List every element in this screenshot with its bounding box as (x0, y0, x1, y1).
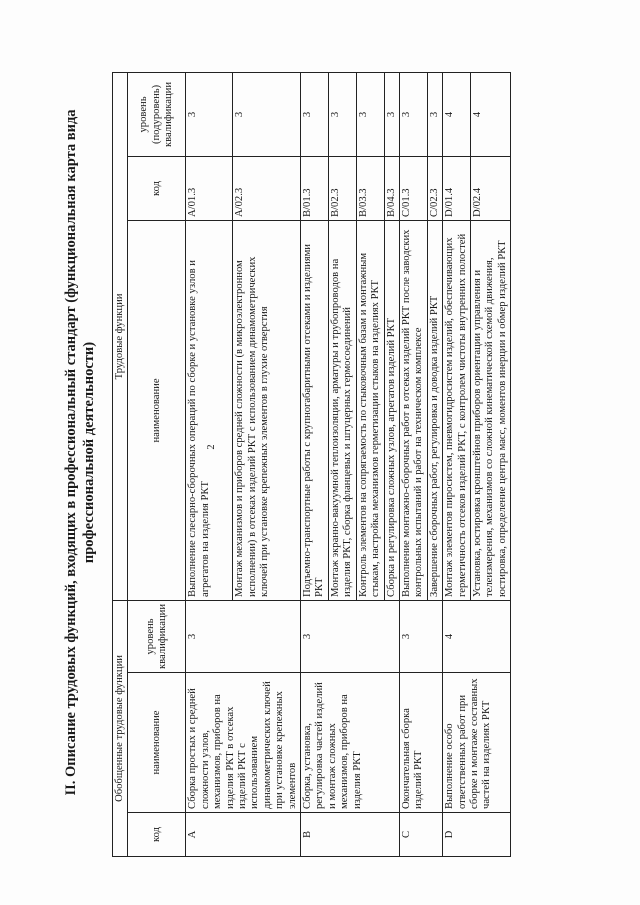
labor-code-cell: C/02.3 (427, 156, 442, 220)
labor-name-cell: Монтаж элементов пиросистем, пневмогидросистем изделий, обеспечивающих герметичность отсеков изделий РКТ, с контролем чистоты внутренних полостей (443, 220, 471, 600)
generalized-name-cell: Окончательная сборка изделий РКТ (399, 673, 442, 813)
section-title-continued: профессиональной деятельности) (81, 341, 97, 564)
labor-level-cell: 3 (356, 72, 384, 156)
labor-header: Трудовые функции (113, 72, 128, 600)
labor-code-cell: B/04.3 (384, 156, 399, 220)
labor-level-cell: 3 (384, 72, 399, 156)
labor-code-cell: B/02.3 (328, 156, 356, 220)
labor-name-cell: Сборка и регулировка сложных узлов, агрегатов изделий РКТ (384, 220, 399, 600)
labor-code-cell: C/01.3 (399, 156, 427, 220)
labor-level-cell: 3 (233, 72, 301, 156)
generalized-code-cell: A (186, 813, 301, 857)
table-row (443, 72, 471, 856)
labor-level-cell: 3 (399, 72, 427, 156)
labor-code-cell: A/01.3 (186, 156, 233, 220)
labor-name-cell: Монтаж экранно-вакуумной теплоизоляции, арматуры и трубопроводов на изделия РКТ, сборка фланцевых и штуцерных гермосоединений (328, 220, 356, 600)
labor-code-header: код (128, 156, 186, 220)
generalized-code-cell: B (301, 813, 400, 857)
code-header: код (128, 813, 186, 857)
name-header: наименование (128, 673, 186, 813)
labor-name-cell: Подъемно-транспортные работы с крупногабаритными отсеками и изделиями РКТ (301, 220, 329, 600)
labor-level-cell: 3 (186, 72, 233, 156)
generalized-level-cell: 3 (399, 600, 442, 672)
table-row (301, 72, 329, 856)
labor-level-cell: 3 (328, 72, 356, 156)
labor-code-cell: B/01.3 (301, 156, 329, 220)
labor-name-cell: Выполнение слесарно-сборочных операций по сборке и установке узлов и агрегатов на изделия РКТ (186, 220, 233, 600)
table-body (186, 72, 511, 856)
labor-name-cell: Выполнение монтажно-сборочных работ в отсеках изделий РКТ после заводских контрольных испытаний и работ на техническом комплексе (399, 220, 427, 600)
generalized-code-cell: D (443, 813, 511, 857)
labor-name-cell: Контроль элементов на сопрягаемость по стыковочным базам и монтажным стыкам, настройка механизмов герметизации стыков на изделиях РКТ (356, 220, 384, 600)
level-header: уровень квалификации (128, 600, 186, 672)
labor-level-cell: 3 (427, 72, 442, 156)
labor-level-header: уровень (подуровень) квалификации (128, 72, 186, 156)
labor-name-cell: Завершение сборочных работ, регулировка и доводка изделий РКТ (427, 220, 442, 600)
generalized-level-cell: 3 (301, 600, 400, 672)
labor-level-cell: 4 (443, 72, 471, 156)
generalized-name-cell: Выполнение особо ответственных работ при сборке и монтаже составных частей на изделиях РКТ (443, 673, 511, 813)
labor-code-cell: D/02.4 (470, 156, 510, 220)
labor-level-cell: 3 (301, 72, 329, 156)
labor-code-cell: B/03.3 (356, 156, 384, 220)
labor-name-header: наименование (128, 220, 186, 600)
generalized-header: Обобщенные трудовые функции (113, 600, 128, 856)
labor-code-cell: D/01.4 (443, 156, 471, 220)
functions-table (112, 72, 511, 857)
table-row (186, 72, 233, 856)
generalized-name-cell: Сборка простых и средней сложности узлов, механизмов, приборов на изделия РКТ в отсеках изделий РКТ с использованием динамометрических ключей при установке крепежных элементов (186, 673, 301, 813)
generalized-level-cell: 3 (186, 600, 301, 672)
generalized-name-cell: Сборка, установка, регулировка частей изделий и монтаж сложных механизмов, приборов на изделия РКТ (301, 673, 400, 813)
table-row (399, 72, 427, 856)
generalized-level-cell: 4 (443, 600, 511, 672)
labor-level-cell: 4 (470, 72, 510, 156)
page-number: 2 (206, 444, 217, 450)
generalized-code-cell: C (399, 813, 442, 857)
labor-code-cell: A/02.3 (233, 156, 301, 220)
labor-name-cell: Установка, юстировка кронштейнов приборов ориентации управления и телеизмерения, механизмов со сложной кинематической схемой движения, юстировка, определение центра масс, моментов инерции и обмер изделий РКТ (470, 220, 510, 600)
labor-name-cell: Монтаж механизмов и приборов средней сложности (в микроэлектронном исполнении) в отсеках изделий РКТ с использованием динамометрических ключей при установке крепежных элементов в глухие отверстия (233, 220, 301, 600)
section-title: II. Описание трудовых функций, входящих в профессиональный стандарт (функциональная карта вида (63, 109, 79, 796)
